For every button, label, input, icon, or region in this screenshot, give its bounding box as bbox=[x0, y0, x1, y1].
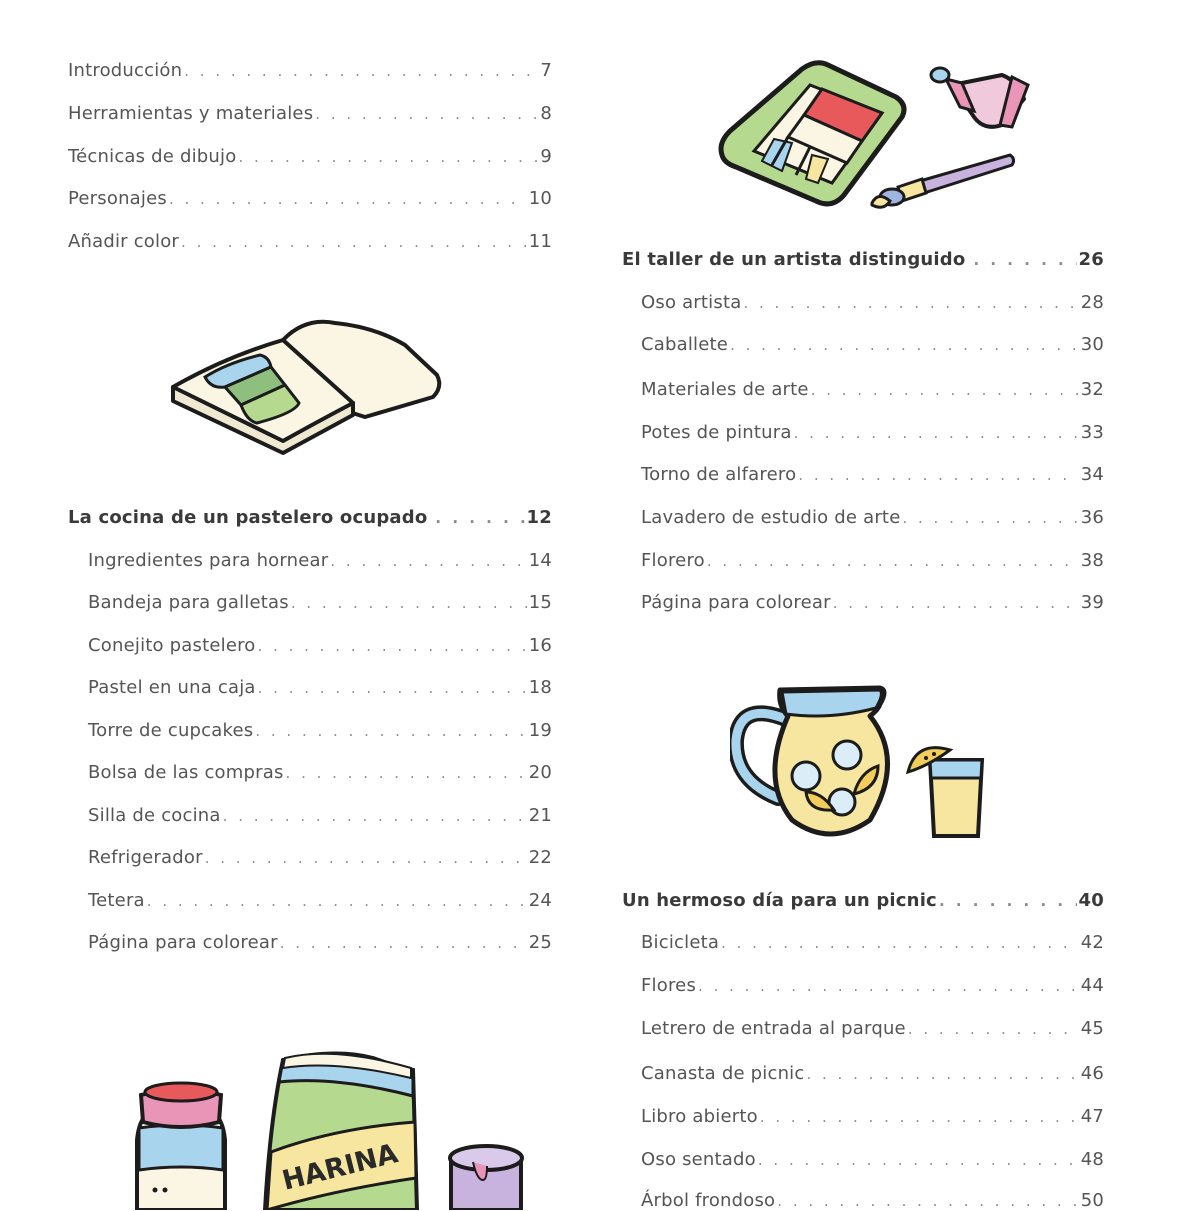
toc-label: Página para colorear bbox=[88, 932, 278, 953]
toc-item[interactable] bbox=[641, 592, 1104, 613]
toc-page: 18 bbox=[528, 677, 552, 698]
toc-page: 47 bbox=[1080, 1106, 1104, 1127]
leader-dots bbox=[743, 294, 1078, 312]
toc-page: 16 bbox=[528, 635, 552, 656]
toc-label: Lavadero de estudio de arte bbox=[641, 507, 901, 528]
toc-label: Bicicleta bbox=[641, 932, 720, 953]
leader-dots bbox=[833, 594, 1079, 612]
toc-item[interactable] bbox=[88, 932, 552, 953]
toc-label: Silla de cocina bbox=[88, 805, 221, 826]
toc-page: 42 bbox=[1080, 932, 1104, 953]
toc-label: Torre de cupcakes bbox=[88, 720, 254, 741]
toc-item-color[interactable] bbox=[68, 231, 552, 252]
leader-dots bbox=[205, 849, 527, 867]
toc-page: 48 bbox=[1080, 1149, 1104, 1170]
toc-page: 40 bbox=[1078, 890, 1104, 911]
leader-dots bbox=[758, 1151, 1079, 1169]
flour-bag-label: HARINA bbox=[279, 1138, 402, 1197]
toc-page: 26 bbox=[1078, 249, 1104, 270]
lemonade-illustration bbox=[730, 680, 995, 845]
toc-page: 20 bbox=[528, 762, 552, 783]
leader-dots bbox=[973, 251, 1076, 269]
toc-page: 36 bbox=[1080, 507, 1104, 528]
toc-page: 14 bbox=[528, 550, 552, 571]
toc-page: 34 bbox=[1080, 464, 1104, 485]
sketchbook-illustration bbox=[165, 305, 450, 460]
toc-page: 28 bbox=[1080, 292, 1104, 313]
toc-page: 30 bbox=[1080, 334, 1104, 355]
toc-page: 46 bbox=[1080, 1063, 1104, 1084]
toc-item-intro[interactable] bbox=[68, 60, 552, 81]
toc-item[interactable] bbox=[641, 550, 1104, 571]
toc-page: 7 bbox=[540, 60, 552, 81]
leader-dots bbox=[760, 1108, 1079, 1126]
toc-label: Ingredientes para hornear bbox=[88, 550, 329, 571]
toc-item-characters[interactable] bbox=[68, 188, 552, 209]
toc-item-tools[interactable] bbox=[68, 103, 552, 124]
toc-label: Florero bbox=[641, 550, 705, 571]
toc-item[interactable] bbox=[88, 805, 552, 826]
leader-dots bbox=[315, 105, 538, 123]
toc-item[interactable] bbox=[88, 762, 552, 783]
toc-label: Personajes bbox=[68, 188, 167, 209]
toc-page: 50 bbox=[1080, 1190, 1104, 1211]
toc-section-title: Un hermoso día para un picnic bbox=[622, 890, 937, 911]
toc-item[interactable] bbox=[88, 720, 552, 741]
toc-label: Conejito pastelero bbox=[88, 635, 256, 656]
toc-label: Oso sentado bbox=[641, 1149, 756, 1170]
toc-label: Técnicas de dibujo bbox=[68, 146, 237, 167]
toc-item[interactable] bbox=[641, 1149, 1104, 1170]
toc-label: Árbol frondoso bbox=[641, 1190, 776, 1211]
toc-label: Oso artista bbox=[641, 292, 742, 313]
leader-dots bbox=[184, 62, 538, 80]
toc-item-techniques[interactable] bbox=[68, 146, 552, 167]
toc-page: 15 bbox=[528, 592, 552, 613]
toc-page: 12 bbox=[526, 507, 552, 528]
toc-page: 11 bbox=[528, 231, 552, 252]
leader-dots bbox=[798, 466, 1078, 484]
toc-item[interactable] bbox=[88, 847, 552, 868]
toc-page: 19 bbox=[528, 720, 552, 741]
toc-item[interactable] bbox=[88, 592, 552, 613]
toc-section-picnic[interactable] bbox=[622, 890, 1104, 911]
toc-page: 44 bbox=[1080, 975, 1104, 996]
toc-label: Canasta de picnic bbox=[641, 1063, 805, 1084]
toc-section-title: La cocina de un pastelero ocupado bbox=[68, 507, 428, 528]
toc-page: 8 bbox=[540, 103, 552, 124]
toc-item[interactable] bbox=[88, 635, 552, 656]
leader-dots bbox=[721, 934, 1079, 952]
leader-dots bbox=[258, 637, 527, 655]
leader-dots bbox=[280, 934, 527, 952]
toc-item[interactable] bbox=[88, 550, 552, 571]
leader-dots bbox=[707, 552, 1079, 570]
toc-section-artist-studio[interactable] bbox=[622, 249, 1104, 270]
toc-page: 24 bbox=[528, 890, 552, 911]
toc-section-kitchen[interactable] bbox=[68, 507, 552, 528]
leader-dots bbox=[181, 233, 527, 251]
toc-item[interactable] bbox=[641, 932, 1104, 953]
toc-item[interactable] bbox=[641, 1018, 1104, 1039]
toc-page: 45 bbox=[1080, 1018, 1104, 1039]
toc-page: 39 bbox=[1080, 592, 1104, 613]
leader-dots bbox=[777, 1192, 1078, 1210]
leader-dots bbox=[908, 1020, 1079, 1038]
toc-item[interactable] bbox=[641, 1063, 1104, 1084]
toc-page: 32 bbox=[1080, 379, 1104, 400]
toc-item[interactable] bbox=[641, 292, 1104, 313]
leader-dots bbox=[238, 148, 538, 166]
toc-label: Refrigerador bbox=[88, 847, 203, 868]
leader-dots bbox=[939, 892, 1077, 910]
toc-section-title: El taller de un artista distinguido bbox=[622, 249, 966, 270]
leader-dots bbox=[730, 336, 1079, 354]
leader-dots bbox=[698, 977, 1079, 995]
toc-item[interactable] bbox=[641, 1190, 1104, 1211]
leader-dots bbox=[794, 424, 1079, 442]
toc-label: Herramientas y materiales bbox=[68, 103, 314, 124]
toc-label: Materiales de arte bbox=[641, 379, 809, 400]
toc-item[interactable] bbox=[641, 379, 1104, 400]
leader-dots bbox=[286, 764, 527, 782]
toc-item[interactable] bbox=[641, 1106, 1104, 1127]
toc-item[interactable] bbox=[641, 464, 1104, 485]
toc-page: 33 bbox=[1080, 422, 1104, 443]
toc-item[interactable] bbox=[641, 975, 1104, 996]
toc-label: Letrero de entrada al parque bbox=[641, 1018, 906, 1039]
leader-dots bbox=[223, 807, 527, 825]
toc-page: 21 bbox=[528, 805, 552, 826]
leader-dots bbox=[255, 722, 526, 740]
leader-dots bbox=[330, 552, 526, 570]
baking-ingredients-illustration bbox=[125, 1040, 535, 1210]
toc-label: Torno de alfarero bbox=[641, 464, 797, 485]
leader-dots bbox=[811, 381, 1079, 399]
toc-label: Añadir color bbox=[68, 231, 180, 252]
paint-palette-illustration bbox=[712, 55, 1042, 215]
leader-dots bbox=[806, 1065, 1078, 1083]
toc-item[interactable] bbox=[88, 890, 552, 911]
toc-label: Introducción bbox=[68, 60, 183, 81]
toc-label: Tetera bbox=[88, 890, 145, 911]
toc-label: Libro abierto bbox=[641, 1106, 758, 1127]
leader-dots bbox=[902, 509, 1078, 527]
toc-page: 10 bbox=[528, 188, 552, 209]
toc-item[interactable] bbox=[641, 507, 1104, 528]
leader-dots bbox=[435, 509, 524, 527]
leader-dots bbox=[258, 679, 527, 697]
toc-item[interactable] bbox=[88, 677, 552, 698]
toc-label: Flores bbox=[641, 975, 697, 996]
toc-item[interactable] bbox=[641, 334, 1104, 355]
toc-page: 22 bbox=[528, 847, 552, 868]
leader-dots bbox=[291, 594, 527, 612]
toc-label: Bandeja para galletas bbox=[88, 592, 289, 613]
toc-item[interactable] bbox=[641, 422, 1104, 443]
toc-label: Página para colorear bbox=[641, 592, 831, 613]
toc-page: 25 bbox=[528, 932, 552, 953]
toc-label: Pastel en una caja bbox=[88, 677, 256, 698]
leader-dots bbox=[169, 190, 527, 208]
leader-dots bbox=[147, 892, 527, 910]
toc-label: Potes de pintura bbox=[641, 422, 792, 443]
toc-label: Bolsa de las compras bbox=[88, 762, 284, 783]
toc-page: 9 bbox=[540, 146, 552, 167]
toc-label: Caballete bbox=[641, 334, 729, 355]
toc-page: 38 bbox=[1080, 550, 1104, 571]
